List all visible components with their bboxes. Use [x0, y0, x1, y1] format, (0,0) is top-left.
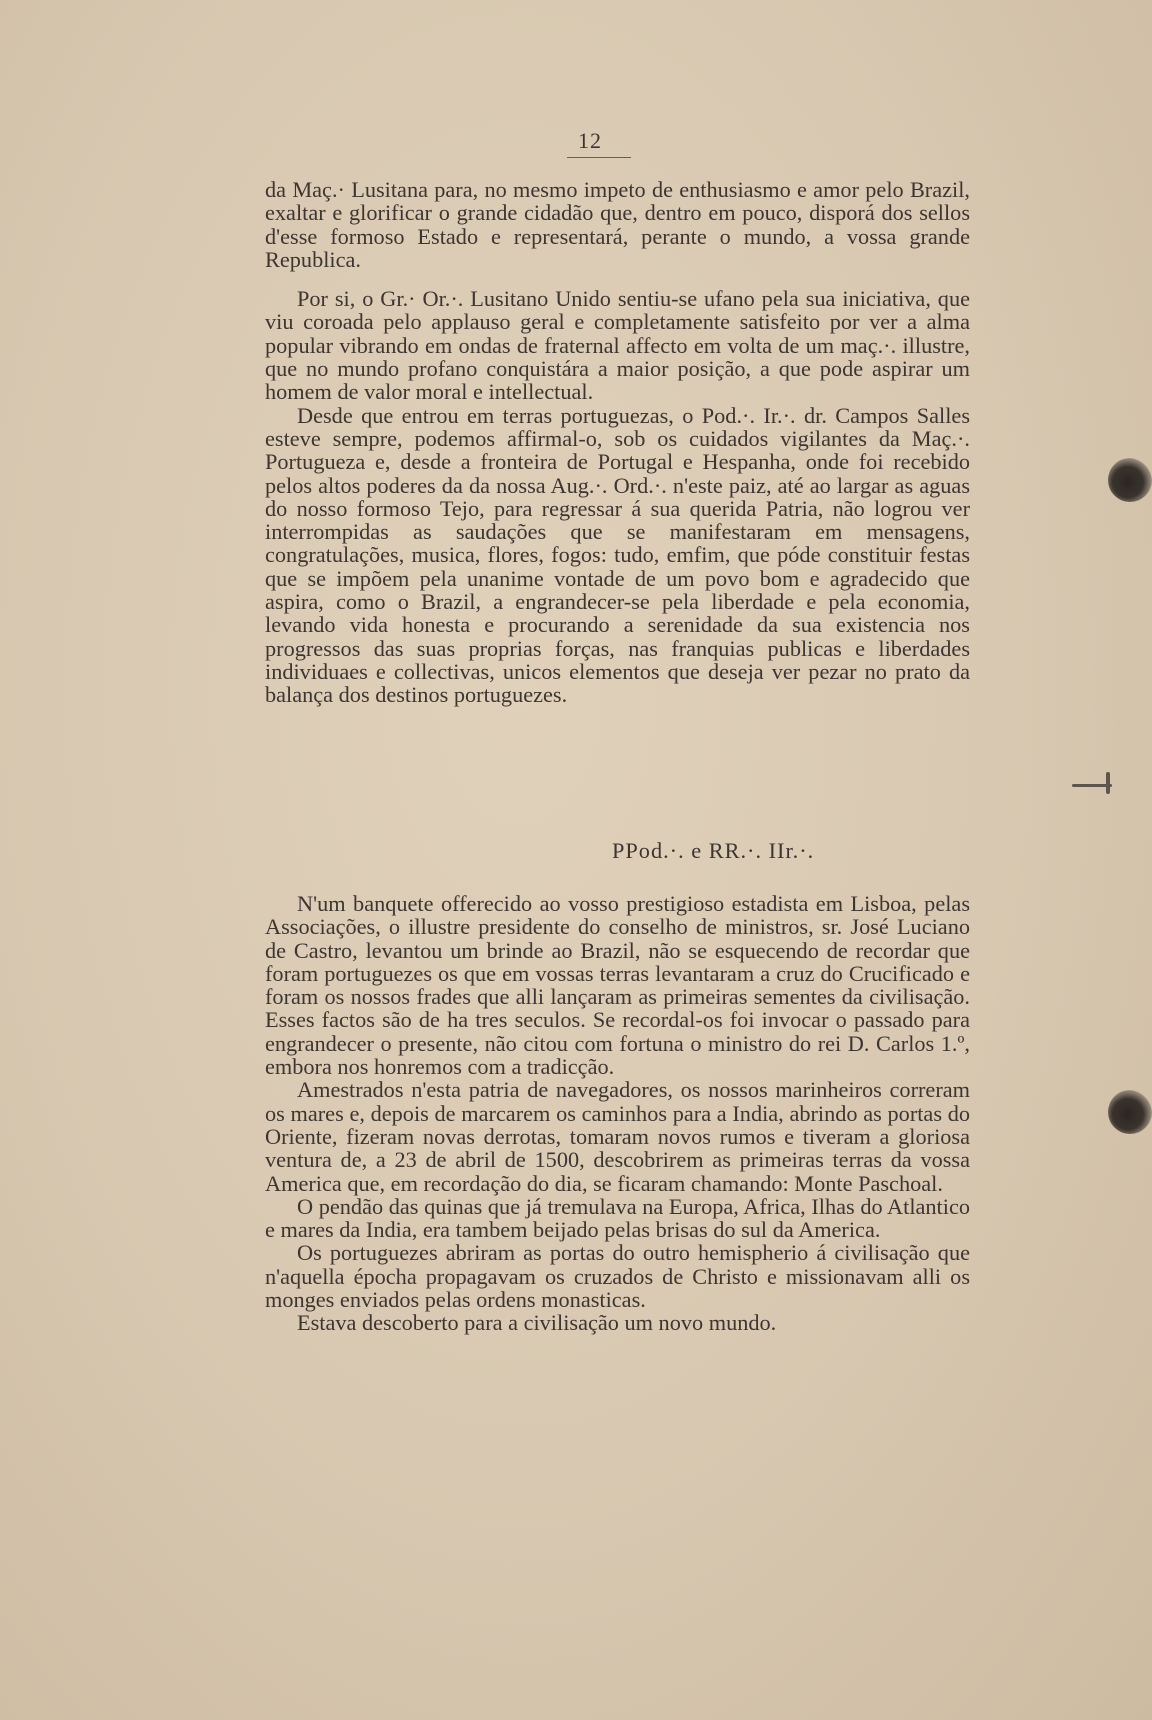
paragraph-2: Por si, o Gr.· Or.·. Lusitano Unido sentiu-se ufano pela sua iniciativa, que viu coroada pelo applauso geral e completamente satisfeito por ver a alma popular vibrando em ondas de fraternal affecto em volta de um maç.·. illustre, que no mundo profano conquistára a maior posição, a que pode aspirar um homem de valor moral e intellectual. [265, 286, 970, 405]
binding-hole-mark [1108, 458, 1152, 502]
section-heading: PPod.·. e RR.·. IIr.·. [612, 838, 815, 863]
paragraph-5: Amestrados n'esta patria de navegadores, os nossos marinheiros correram os mares e, depois de marcarem os caminhos para a India, abrindo as portas do Oriente, fizeram novas derrotas, tomaram novos rumos e tiveram a gloriosa ventura de, a 23 de abril de 1500, descobrirem as primeiras terras da vossa America que, em recordação do dia, se ficaram chamando: Monte Paschoal. [265, 1077, 970, 1196]
ink-fleck [1106, 772, 1110, 794]
paragraph-8: Estava descoberto para a civilisação um novo mundo. [297, 1310, 777, 1336]
text-block-bottom [265, 892, 970, 1335]
paragraph-6: O pendão das quinas que já tremulava na Europa, Africa, Ilhas do Atlantico e mares da India, era tambem beijado pelas brisas do sul da America. [265, 1193, 970, 1243]
text-block-top [265, 178, 970, 707]
paragraph-4: N'um banquete offerecido ao vosso prestigioso estadista em Lisboa, pelas Associações, o illustre presidente do conselho de ministros, sr. José Luciano de Castro, levantou um brinde ao Brazil, não se esquecendo de recordar que foram portuguezes os que em vossas terras levantaram a cruz do Crucificado e foram os nossos frades que alli lançaram as primeiras sementes da civilisação. Esses factos são de ha tres seculos. Se recordal-os foi invocar o passado para engrandecer o presente, não citou com fortuna o ministro do rei D. Carlos 1.º, embora nos honremos com a tradicção. [265, 891, 970, 1080]
page-number-rule [567, 157, 631, 158]
paragraph-7: Os portuguezes abriram as portas do outro hemispherio á civilisação que n'aquella épocha propagavam os cruzados de Christo e missionavam alli os monges enviados pelas ordens monasticas. [265, 1240, 970, 1313]
binding-hole-mark [1108, 1090, 1152, 1134]
page-number: 12 [578, 128, 602, 153]
paragraph-3: Desde que entrou em terras portuguezas, o Pod.·. Ir.·. dr. Campos Salles esteve sempre, podemos affirmal-o, sob os cuidados vigilantes da Maç.·. Portugueza e, desde a fronteira de Portugal e Hespanha, onde foi recebido pelos altos poderes da da nossa Aug.·. Ord.·. n'este paiz, até ao largar as aguas do nosso formoso Tejo, para regressar á sua querida Patria, não logrou ver interrompidas as saudações que se manifestaram em mensagens, congratulações, musica, flores, fogos: tudo, emfim, que póde constituir festas que se impõem pela unanime vontade de um povo bom e agradecido que aspira, como o Brazil, a engrandecer-se pela liberdade e pela economia, levando vida honesta e procurando a serenidade da sua existencia nos progressos das suas proprias forças, nas franquias publicas e liberdades individuaes e collectivas, unicos elementos que deseja ver pezar no prato da balança dos destinos portuguezes. [265, 402, 970, 708]
paragraph-1: da Maç.· Lusitana para, no mesmo impeto de enthusiasmo e amor pelo Brazil, exaltar e glorificar o grande cidadão que, dentro em pouco, disporá dos sellos d'esse formoso Estado e representará, perante o mundo, a vossa grande Republica. [265, 177, 970, 272]
